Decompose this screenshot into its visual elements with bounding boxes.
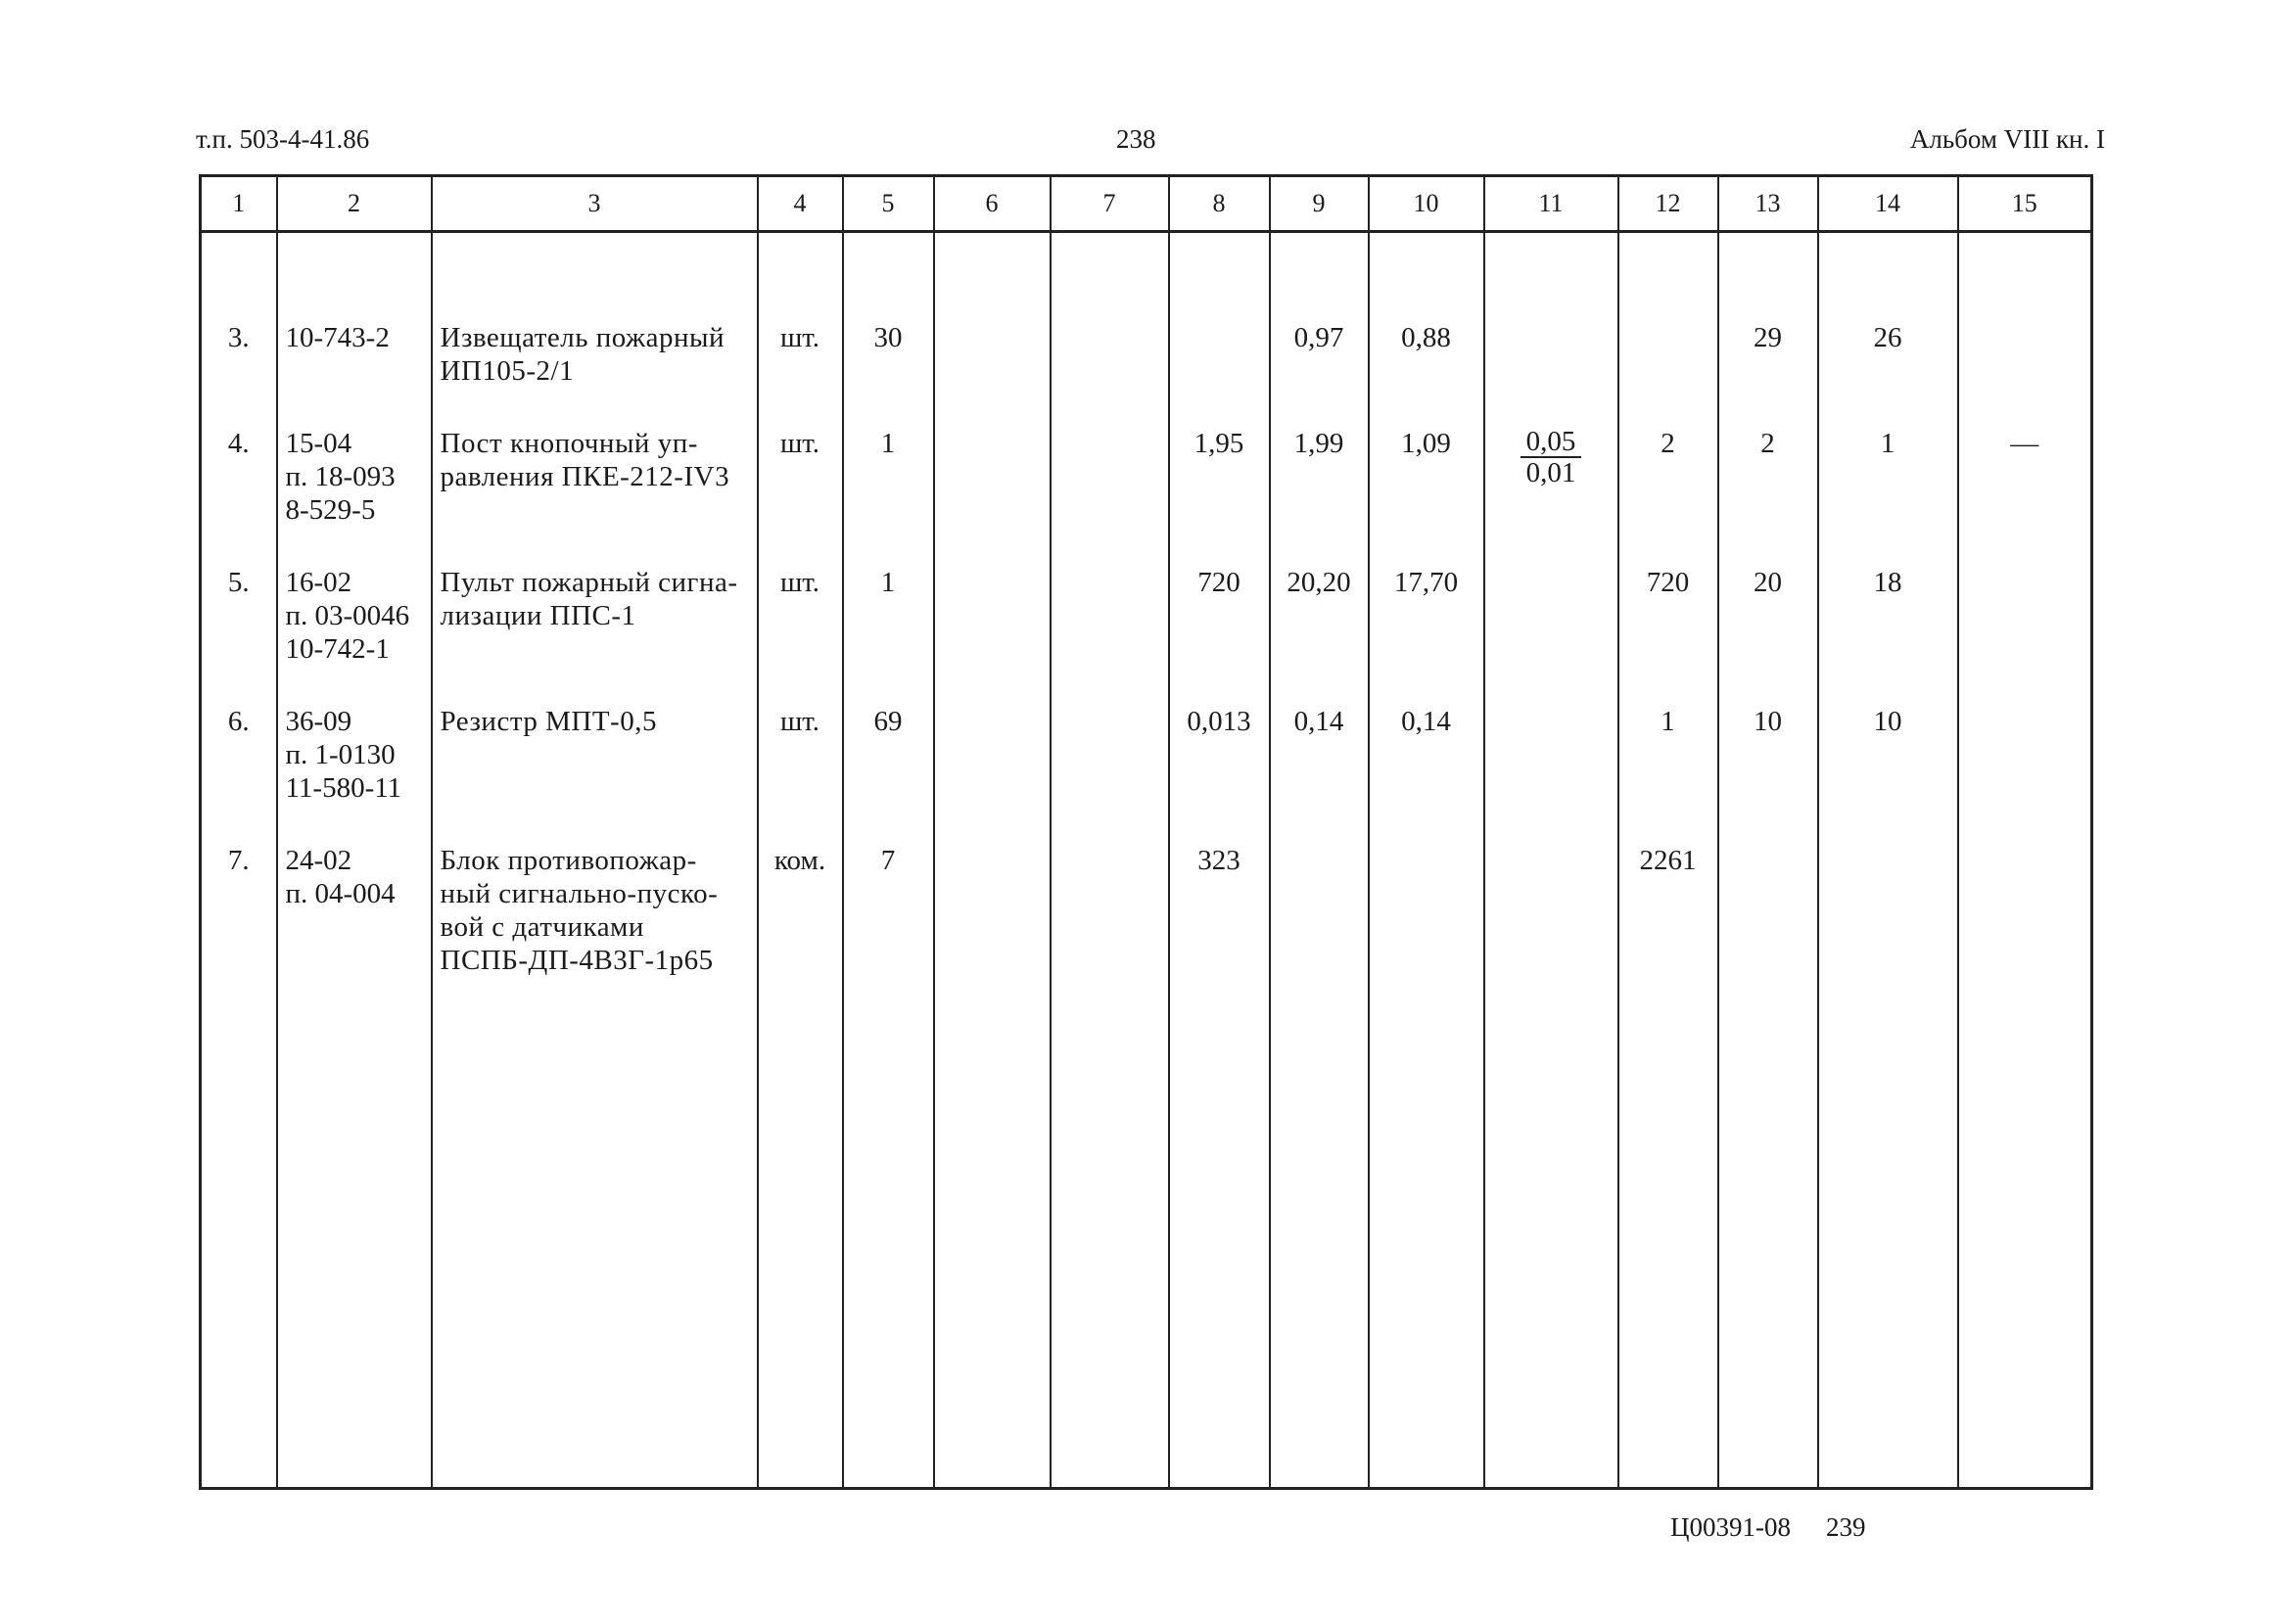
- item-description: [432, 666, 758, 805]
- column-header: 15: [1958, 176, 2092, 232]
- item-code: [277, 388, 432, 527]
- item-description: [432, 232, 758, 389]
- unit-cell: шт.: [758, 388, 843, 527]
- value-cell: [1818, 805, 1958, 1489]
- value-cell: 0,97: [1270, 232, 1369, 389]
- value-cell: [1051, 527, 1169, 666]
- column-header: 6: [934, 176, 1051, 232]
- code-line: 36-09: [285, 706, 352, 737]
- column-header: 13: [1718, 176, 1818, 232]
- value-cell: 2: [1618, 388, 1718, 527]
- value-cell: [1484, 666, 1618, 805]
- value-cell: [1718, 805, 1818, 1489]
- value-cell: [934, 232, 1051, 389]
- value-cell: 1: [1818, 388, 1958, 527]
- code-line: п. 04-004: [285, 878, 396, 909]
- specification-table: [199, 174, 2093, 1490]
- value-cell: [1051, 388, 1169, 527]
- value-cell: [934, 388, 1051, 527]
- item-description: [432, 805, 758, 1489]
- table-row: [201, 805, 2092, 1489]
- value-cell: 2261: [1618, 805, 1718, 1489]
- column-header: 10: [1369, 176, 1484, 232]
- value-cell: [934, 527, 1051, 666]
- value-cell: 720: [1618, 527, 1718, 666]
- footer-page-number: 239: [1826, 1512, 1866, 1542]
- code-line: п. 1-0130: [285, 739, 396, 770]
- value-cell: [1169, 232, 1270, 389]
- column-header: 7: [1051, 176, 1169, 232]
- code-line: 10-742-1: [285, 633, 390, 665]
- value-cell: 1,09: [1369, 388, 1484, 527]
- value-cell: 720: [1169, 527, 1270, 666]
- quantity-cell: 30: [843, 232, 934, 389]
- value-cell: 26: [1818, 232, 1958, 389]
- column-header: 3: [432, 176, 758, 232]
- page-number: 238: [1116, 124, 1156, 154]
- description-line: равления ПКЕ-212-IV3: [440, 461, 730, 492]
- code-line: п. 03-0046: [285, 600, 410, 631]
- value-cell: 18: [1818, 527, 1958, 666]
- album-label: Альбом VIII кн. I: [1909, 124, 2105, 154]
- table-row: [201, 527, 2092, 666]
- value-cell: 0,88: [1369, 232, 1484, 389]
- code-line: 10-743-2: [285, 322, 390, 353]
- column-header: 14: [1818, 176, 1958, 232]
- item-number: 3.: [201, 232, 277, 389]
- value-cell: [1958, 232, 2092, 389]
- unit-cell: шт.: [758, 527, 843, 666]
- fraction-denominator: 0,01: [1525, 457, 1576, 488]
- value-cell: 10: [1718, 666, 1818, 805]
- unit-cell: шт.: [758, 666, 843, 805]
- value-cell: 1,95: [1169, 388, 1270, 527]
- item-number: 6.: [201, 666, 277, 805]
- column-header: 1: [201, 176, 277, 232]
- item-number: 7.: [201, 805, 277, 1489]
- description-line: ный сигнально-пуско-: [440, 878, 719, 909]
- description-line: вой с датчиками: [440, 911, 644, 943]
- code-line: п. 18-093: [285, 461, 396, 492]
- description-line: Извещатель пожарный: [440, 322, 725, 353]
- description-line: Резистр МПТ-0,5: [440, 706, 657, 737]
- value-cell: 323: [1169, 805, 1270, 1489]
- description-line: лизации ППС-1: [440, 600, 636, 631]
- code-line: 8-529-5: [285, 494, 376, 526]
- unit-cell: шт.: [758, 232, 843, 389]
- unit-cell: ком.: [758, 805, 843, 1489]
- column-header: 5: [843, 176, 934, 232]
- code-line: 24-02: [285, 845, 352, 876]
- item-code: [277, 805, 432, 1489]
- table-row: [201, 388, 2092, 527]
- value-cell: —: [1958, 388, 2092, 527]
- value-cell: 29: [1718, 232, 1818, 389]
- code-line: 16-02: [285, 567, 352, 598]
- value-cell: [1484, 805, 1618, 1489]
- fraction-numerator: 0,05: [1521, 427, 1582, 458]
- column-header: 12: [1618, 176, 1718, 232]
- value-cell: [1958, 527, 2092, 666]
- description-line: Пост кнопочный уп-: [440, 428, 698, 459]
- value-cell: [1958, 666, 2092, 805]
- value-cell: [1618, 232, 1718, 389]
- description-line: Блок противопожар-: [440, 845, 697, 876]
- table-row: [201, 232, 2092, 389]
- value-cell: [1484, 232, 1618, 389]
- column-header: 4: [758, 176, 843, 232]
- value-cell: [1051, 805, 1169, 1489]
- value-cell: [1484, 527, 1618, 666]
- column-header: 9: [1270, 176, 1369, 232]
- value-cell: 1,99: [1270, 388, 1369, 527]
- page-footer: [1670, 1512, 1901, 1543]
- item-code: [277, 527, 432, 666]
- value-cell: [1051, 666, 1169, 805]
- value-cell: [934, 666, 1051, 805]
- table-row: [201, 666, 2092, 805]
- item-description: [432, 388, 758, 527]
- value-cell: 2: [1718, 388, 1818, 527]
- description-line: ИП105-2/1: [440, 355, 575, 387]
- value-cell: 20,20: [1270, 527, 1369, 666]
- column-header: 11: [1484, 176, 1618, 232]
- item-code: [277, 232, 432, 389]
- footer-code: Ц00391-08: [1670, 1512, 1791, 1542]
- item-number: 4.: [201, 388, 277, 527]
- item-description: [432, 527, 758, 666]
- column-header: 2: [277, 176, 432, 232]
- value-cell: 0,013: [1169, 666, 1270, 805]
- quantity-cell: 69: [843, 666, 934, 805]
- fraction: [1521, 427, 1582, 487]
- value-cell: [1369, 805, 1484, 1489]
- quantity-cell: 7: [843, 805, 934, 1489]
- value-cell: 17,70: [1369, 527, 1484, 666]
- item-code: [277, 666, 432, 805]
- fraction-cell: [1484, 388, 1618, 527]
- column-number-row: [201, 176, 2092, 232]
- item-number: 5.: [201, 527, 277, 666]
- value-cell: 20: [1718, 527, 1818, 666]
- value-cell: [1958, 805, 2092, 1489]
- value-cell: [1270, 805, 1369, 1489]
- quantity-cell: 1: [843, 527, 934, 666]
- value-cell: [934, 805, 1051, 1489]
- value-cell: 1: [1618, 666, 1718, 805]
- code-line: 15-04: [285, 428, 352, 459]
- description-line: ПСПБ-ДП-4В3Г-1р65: [440, 945, 714, 976]
- value-cell: 0,14: [1369, 666, 1484, 805]
- value-cell: 0,14: [1270, 666, 1369, 805]
- quantity-cell: 1: [843, 388, 934, 527]
- code-line: 11-580-11: [285, 772, 402, 804]
- column-header: 8: [1169, 176, 1270, 232]
- description-line: Пульт пожарный сигна-: [440, 567, 738, 598]
- document-code: т.п. 503-4-41.86: [196, 124, 370, 154]
- value-cell: [1051, 232, 1169, 389]
- value-cell: 10: [1818, 666, 1958, 805]
